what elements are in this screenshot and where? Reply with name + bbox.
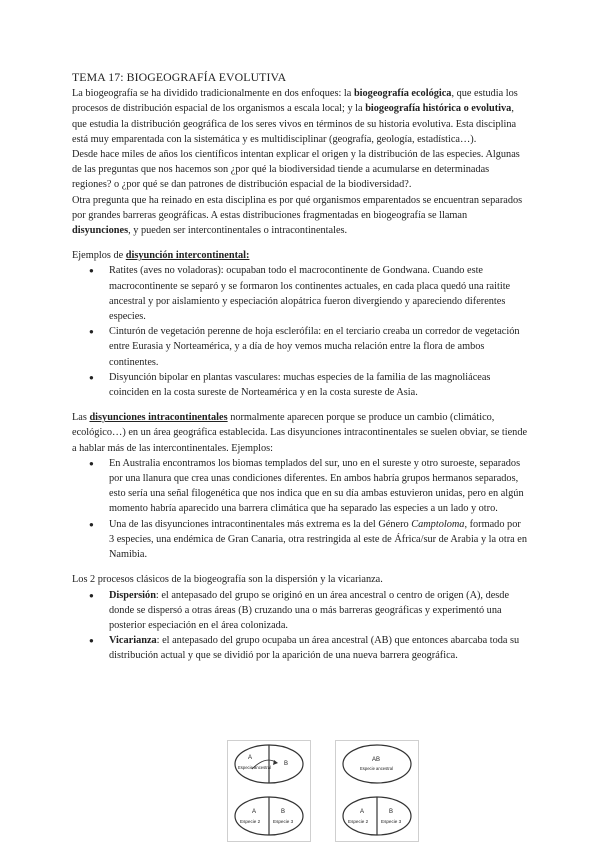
term-biogeografia-historica: biogeografía histórica o evolutiva <box>365 103 512 115</box>
label-b: B <box>281 809 286 815</box>
text-run: Ejemplos de <box>72 250 126 262</box>
intro-paragraph-1 <box>72 86 528 147</box>
label-species: Especie ancestral <box>360 766 394 771</box>
label-a: A <box>360 809 365 815</box>
label-a: A <box>252 809 257 815</box>
label-species-2: Especie 2 <box>348 819 369 824</box>
intracontinental-lead <box>72 410 528 456</box>
label-b: B <box>389 809 394 815</box>
text-run: normalmente aparecen porque se produce un cambio (climático, ecológico…) en un área geográfica establecida. Las disyunciones intracontinentales se suelen obviar, se tiende a hablar más de las intercontinentales. Ejemplos: <box>72 412 528 454</box>
list-item <box>72 517 528 563</box>
label-ab: AB <box>372 757 381 763</box>
intracontinental-list <box>72 456 528 562</box>
document-title: TEMA 17: BIOGEOGRAFÍA EVOLUTIVA <box>72 70 287 84</box>
text-run: : el antepasado del grupo ocupaba un área ancestral (AB) que entonces abarcaba toda su distribución actual y que se dividió por la aparición de una nueva barrera geográfica. <box>109 635 520 662</box>
label-b: B <box>284 761 289 767</box>
label-species: Especie ancestral <box>238 765 272 770</box>
area-ellipse-top <box>343 745 411 783</box>
document-page <box>72 70 528 664</box>
list-item <box>72 588 528 634</box>
term-vicarianza: Vicarianza <box>109 635 157 647</box>
intercontinental-list <box>72 263 528 400</box>
term-dispersion: Dispersión <box>109 589 156 601</box>
text-run: La biogeografía se ha dividido tradicionalmente en dos enfoques: la <box>72 88 354 100</box>
dispersion-diagram <box>227 740 311 842</box>
text-run: , que estudia los procesos de distribución espacial de los organismos a escala local; y la <box>72 88 518 115</box>
list-item: ● Cinturón de vegetación perenne de hoja esclerófila: en el terciario creaba un corredor de vegetación entre Eurasia y Norteamérica, y a día de hoy vemos mucha relación entre la flora de ambos continentes. <box>72 324 528 370</box>
label-species-3: Especie 3 <box>273 819 294 824</box>
intercontinental-lead <box>72 248 528 263</box>
list-item: ● Disyunción bipolar en plantas vasculares: muchas especies de la familia de las magnoliáceas coinciden en la costa sureste de Norteamérica y en la costa sureste de Asia. <box>72 370 528 400</box>
term-disyunciones-intracontinentales: disyunciones intracontinentales <box>89 412 228 424</box>
procesos-lead: Los 2 procesos clásicos de la biogeografía son la dispersión y la vicarianza. <box>72 574 383 586</box>
procesos-list <box>72 588 528 664</box>
label-species-2: Especie 2 <box>240 819 261 824</box>
text-run: , y pueden ser intercontinentales o intracontinentales. <box>128 225 348 237</box>
intro-paragraph-2: Desde hace miles de años los científicos intentan explicar el origen y la distribución de las especies. Algunas de las preguntas que nos hacemos son ¿por qué la biodiversidad tiende a acumularse en determinadas regiones? o ¿por qué se dan patrones de distribución espacial de la biodiversidad?. <box>72 149 520 191</box>
list-item: ● En Australia encontramos los biomas templados del sur, uno en el sureste y otro suroeste, separados por una llanura que crea unas condiciones diferentes. En ambos habría grupos hermanos separados, esto sería una señal filogenética que nos indica que en su día ambas estuvieron unidas, pero en algún momento habría aparecido una barrera climática que ha separado las especies a un lado y otro. <box>72 456 528 517</box>
list-item: ● Ratites (aves no voladoras): ocupaban todo el macrocontinente de Gondwana. Cuando este macrocontinente se separó y se formaron los continentes actuales, en cada placa quedó una raitite ancestral y por aislamiento y especiación alopátrica fueron divergiendo y apareciendo diferentes especies. <box>72 263 528 324</box>
text-run: Otra pregunta que ha reinado en esta disciplina es por qué organismos emparentados se encuentran separados por grandes barreras geográficas. A estas distribuciones fragmentadas en biogeografía se llaman <box>72 194 523 221</box>
text-run: , que estudia la distribución geográfica de los seres vivos en términos de su historia evolutiva. Esta disciplina está muy emparentada con la sistemática y es multidisciplinar (geografía, geología, estadística…). <box>72 103 517 145</box>
label-species-3: Especie 3 <box>381 819 402 824</box>
text-run: , formado por 3 especies, una endémica de Gran Canaria, otra restringida al este de África/sur de Arabia y la otra en Namibia. <box>109 518 527 561</box>
figures <box>227 740 417 840</box>
vicariance-diagram <box>335 740 419 842</box>
text-run: : el antepasado del grupo se originó en un área ancestral o centro de origen (A), desde donde se dispersó a otras áreas (B) cruzando una o más barreras geográficas y experimentó una posterior especiación en el área colonizada. <box>109 589 510 631</box>
term-biogeografia-ecologica: biogeografía ecológica <box>353 88 452 100</box>
text-run: Las <box>72 412 90 424</box>
label-a: A <box>248 755 253 761</box>
genus-name: Camptoloma <box>411 518 465 530</box>
term-disyunciones: disyunciones <box>72 225 129 237</box>
list-item <box>72 633 528 663</box>
text-run: Una de las disyunciones intracontinentales más extrema es la del Género <box>109 518 412 530</box>
intro-paragraph-3 <box>72 193 528 239</box>
term-disyuncion-intercontinental: disyunción intercontinental: <box>125 250 250 262</box>
